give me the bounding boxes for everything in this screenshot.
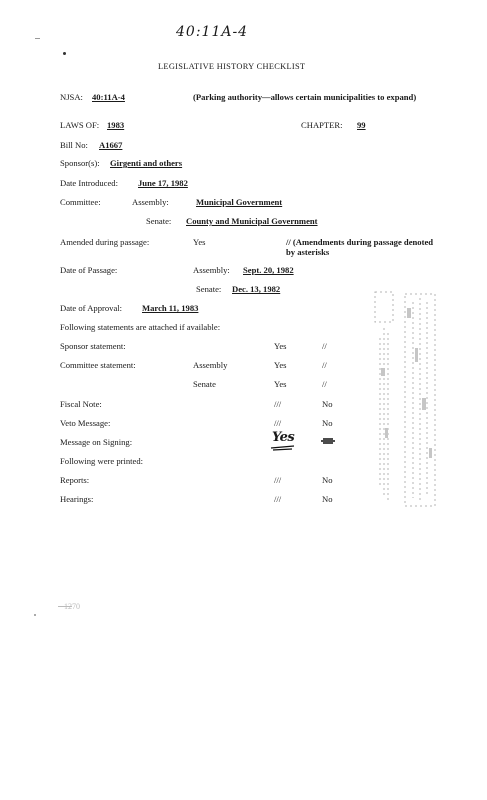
statement-label: Fiscal Note: xyxy=(60,399,102,409)
statement-yes: Yes xyxy=(274,341,287,351)
strikeout-mark xyxy=(320,436,336,446)
passage-senate-value: Dec. 13, 1982 xyxy=(232,284,281,294)
laws-value: 1983 xyxy=(107,120,125,130)
footer-mark: 1270 xyxy=(64,602,80,611)
bill-label: Bill No: xyxy=(60,140,88,150)
chapter-value: 99 xyxy=(357,120,366,130)
statement-no: // xyxy=(322,379,327,389)
statement-chamber: Senate xyxy=(193,379,216,389)
statement-yes: /// xyxy=(274,399,282,409)
statement-no: // xyxy=(322,360,327,370)
margin-mark xyxy=(34,614,36,616)
statement-no: No xyxy=(322,399,333,409)
njsa-description: (Parking authority—allows certain municipalities to expand) xyxy=(193,92,417,102)
passage-label: Date of Passage: xyxy=(60,265,118,275)
committee-label: Committee: xyxy=(60,197,101,207)
amended-value: Yes xyxy=(193,237,206,247)
statement-yes: Yes xyxy=(274,379,287,389)
statement-yes: /// xyxy=(274,418,282,428)
printed-no: No xyxy=(322,494,333,504)
sponsor-value: Girgenti and others xyxy=(110,158,183,168)
committee-assembly-value: Municipal Government xyxy=(196,197,283,207)
chapter-label: CHAPTER: xyxy=(301,120,343,130)
printed-no: No xyxy=(322,475,333,485)
printed-yes: /// xyxy=(274,494,282,504)
statement-label: Sponsor statement: xyxy=(60,341,126,351)
committee-senate-value: County and Municipal Government xyxy=(186,216,318,226)
statement-label: Committee statement: xyxy=(60,360,136,370)
statement-no: // xyxy=(322,341,327,351)
introduced-label: Date Introduced: xyxy=(60,178,118,188)
following-attached-text: Following statements are attached if available: xyxy=(60,322,221,332)
approval-value: March 11, 1983 xyxy=(142,303,199,313)
signing-label: Message on Signing: xyxy=(60,437,133,447)
amended-note: // (Amendments during passage denoted by asterisks xyxy=(286,237,434,257)
passage-senate-label: Senate: xyxy=(196,284,222,294)
printed-label: Hearings: xyxy=(60,494,94,504)
statement-no: No xyxy=(322,418,333,428)
faded-stamp xyxy=(371,288,443,516)
bill-value: A1667 xyxy=(99,140,123,150)
handwritten-reference: 40:11A-4 xyxy=(176,24,249,40)
committee-assembly-label: Assembly: xyxy=(132,197,169,207)
njsa-value: 40:11A-4 xyxy=(92,92,125,102)
page-title: LEGISLATIVE HISTORY CHECKLIST xyxy=(158,62,306,71)
handwritten-underline xyxy=(270,444,296,452)
ink-dot xyxy=(63,52,66,55)
following-printed-text: Following were printed: xyxy=(60,456,144,466)
statement-chamber: Assembly xyxy=(193,360,228,370)
stamp-graphic xyxy=(371,288,443,516)
margin-mark xyxy=(35,38,40,39)
njsa-label: NJSA: xyxy=(60,92,83,102)
passage-assembly-label: Assembly: xyxy=(193,265,230,275)
approval-label: Date of Approval: xyxy=(60,303,123,313)
signing-handwritten-yes: Yes xyxy=(272,430,295,445)
sponsor-label: Sponsor(s): xyxy=(60,158,100,168)
passage-assembly-value: Sept. 20, 1982 xyxy=(243,265,294,275)
statement-label: Veto Message: xyxy=(60,418,111,428)
amended-label: Amended during passage: xyxy=(60,237,150,247)
introduced-value: June 17, 1982 xyxy=(138,178,188,188)
printed-label: Reports: xyxy=(60,475,90,485)
committee-senate-label: Senate: xyxy=(146,216,172,226)
printed-yes: /// xyxy=(274,475,282,485)
laws-label: LAWS OF: xyxy=(60,120,100,130)
statement-yes: Yes xyxy=(274,360,287,370)
